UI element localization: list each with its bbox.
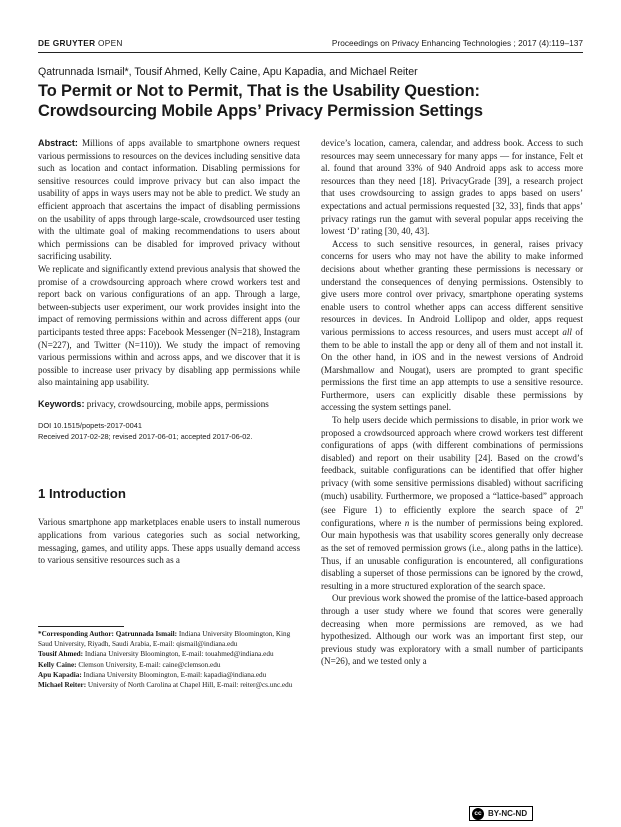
doi: DOI 10.1515/popets-2017-0041 bbox=[38, 421, 142, 431]
abstract-paragraph-1 bbox=[38, 137, 300, 263]
author-footnotes bbox=[38, 629, 300, 690]
footnote-text: University of North Carolina at Chapel Hill, E-mail: reiter@cs.unc.edu bbox=[86, 681, 293, 690]
footnote-text: Clemson University, E-mail: caine@clemson.edu bbox=[76, 660, 221, 669]
footnote-label: *Corresponding Author: Qatrunnada Ismail: bbox=[38, 630, 178, 638]
keywords-text: privacy, crowdsourcing, mobile apps, permissions bbox=[84, 398, 269, 409]
cc-license-badge bbox=[469, 806, 533, 821]
keywords bbox=[38, 398, 300, 411]
running-header bbox=[38, 36, 583, 50]
emphasis: all bbox=[562, 326, 572, 337]
footnote-text: Indiana University Bloomington, E-mail: touahmed@indiana.edu bbox=[83, 650, 274, 659]
abstract-paragraph-2: We replicate and significantly extend previous analysis that showed the promise of a crowdsourcing approach where crowd workers test and report back on various configurations of an app. Through a large, between-subjects user experiment, our work provides insight into the impact of removing permissions within and across different apps (our participants tested three apps: Facebook Messenger (N=218), Instagram (N=227), and Twitter (N=110)). We study the impact of removing various permissions within and across apps, and we discover that it is possible to increase user privacy by disabling app permissions while also maintaining app usability. bbox=[38, 263, 300, 388]
body-paragraph-2 bbox=[321, 238, 583, 414]
abstract-text-1: Millions of apps available to smartphone owners request various permissions to resources on the devices including sensitive data such as location and contact information. Disabling permissions for sensitive resources could improve privacy but can also impact the usability of apps in ways users may not be able to predict. We study an efficient approach that ascertains the impact of disabling permissions on the usability of apps through large-scale, crowdsourced user testing with the ultimate goal of making recommendations to users about which permissions can be disabled for improved privacy without sacrificing usability. bbox=[38, 138, 300, 262]
publisher-name bbox=[38, 38, 123, 48]
intro-paragraph-1: Various smartphone app marketplaces enable users to install numerous applications from various categories such as social networking, messaging, games, and utility apps. These apps usually demand access to various sensitive resources such as a bbox=[38, 517, 300, 566]
footnote-text: Indiana University Bloomington, E-mail: kapadia@indiana.edu bbox=[81, 670, 267, 679]
received-dates: Received 2017-02-28; revised 2017-06-01; accepted 2017-06-02. bbox=[38, 432, 253, 442]
emphasis: n bbox=[404, 517, 410, 528]
publisher-rest: OPEN bbox=[95, 38, 123, 48]
body-text: Access to such sensitive resources, in general, raises privacy concerns for users who may not have the ability to make informed decisions about whether granting these permissions is necessary or understand the consequences of denying permissions. Ostensibly to give users more control over privacy, smartphone operating systems enable users to control whether apps can access different sensitive resources in devices. In Android Lollipop and older, apps request various permissions to access resources, and users must accept bbox=[321, 238, 583, 337]
footnote-item bbox=[38, 649, 300, 659]
footnote-item bbox=[38, 680, 300, 690]
body-paragraph-1: device’s location, camera, calendar, and address book. Access to such resources may seem unnecessary for many apps — for instance, Felt et al. found that around 33% of 940 Android apps ask to access more resources than they need [18]. PrivacyGrade [39], a research project that uses crowdsourcing to assign grades to apps based on users’ expectations and actual permissions requested [32, 33], finds that apps’ privacy ratings run the gamut with several popular apps receiving the lowest ‘D’ rating [30, 40, 43]. bbox=[321, 138, 583, 237]
footnote-label: Tousif Ahmed: bbox=[38, 650, 84, 659]
footnote-label: Michael Reiter: bbox=[38, 681, 87, 690]
footnote-label: Kelly Caine: bbox=[38, 660, 77, 669]
body-text: of them to be able to install the app or deny all of them and not install it. On the other hand, in iOS and in the newest versions of Android (Marshmallow and Nougat), users are prompted to grant specific permissions the first time an app attempts to use a sensitive resource. Furthermore, users can explicitly disable these permissions by accessing the system settings panel. bbox=[321, 326, 583, 413]
body-text: is the number of permissions being explored. Our main hypothesis was that usability scores generally only decrease as the set of removed permission grows (i.e., along paths in the lattice). Thus, if an unusable configuration is encountered, all configurations disabling a superset of those permissions can be ignored by the crowd, resulting in a more structured exploration of the search space. bbox=[321, 517, 583, 591]
publisher-bold: DE GRUYTER bbox=[38, 38, 96, 48]
footnote-item bbox=[38, 629, 300, 649]
footnote-label: Apu Kapadia: bbox=[38, 670, 82, 679]
paper-title: To Permit or Not to Permit, That is the Usability Question: Crowdsourcing Mobile Apps’ Privacy Permission Settings bbox=[38, 82, 483, 120]
keywords-label: Keywords: bbox=[38, 398, 85, 409]
author-list: Qatrunnada Ismail*, Tousif Ahmed, Kelly Caine, Apu Kapadia, and Michael Reiter bbox=[38, 66, 418, 78]
body-paragraph-3 bbox=[321, 414, 583, 592]
footnote-item bbox=[38, 660, 300, 670]
proceedings-citation: Proceedings on Privacy Enhancing Technologies ; 2017 (4):119–137 bbox=[331, 38, 583, 48]
superscript: n bbox=[579, 504, 583, 512]
body-paragraph-4: Our previous work showed the promise of the lattice-based approach through a user study where we found that scores were generally decreasing when more permissions are removed, as we had hypothesized. Although our work was an important first step, our previous study was exploratory with a small number of participants (N=26), and we tested only a bbox=[321, 593, 583, 667]
article-meta bbox=[38, 420, 300, 442]
right-column bbox=[321, 137, 583, 668]
body-text: configurations, where bbox=[321, 517, 405, 528]
abstract-label: Abstract: bbox=[38, 138, 78, 148]
left-column bbox=[38, 137, 300, 567]
footnote-text: Indiana University Bloomington, King Saud University, Riyadh, Saudi Arabia, E-mail: qismail@indiana.edu bbox=[38, 630, 291, 649]
body-text: To help users decide which permissions to disable, in prior work we proposed a crowdsourced approach where crowd workers test different configurations of apps (with different combinations of permissions disabled) and report on their usability [24]. Based on the crowd’s feedback, suitable configurations can be identified that offer higher privacy (with some sensitive permissions disabled) without sacrificing (much) usability. Furthermore, we proposed a “lattice-based” approach (see Figure 1) to efficiently explore the search space of 2 bbox=[321, 415, 583, 516]
license-text: BY-NC-ND bbox=[488, 809, 528, 818]
footnote-rule bbox=[38, 626, 124, 627]
header-rule bbox=[38, 52, 583, 53]
section-heading-introduction: 1 Introduction bbox=[38, 486, 126, 502]
footnote-item bbox=[38, 670, 300, 680]
creative-commons-icon: cc bbox=[472, 808, 484, 820]
